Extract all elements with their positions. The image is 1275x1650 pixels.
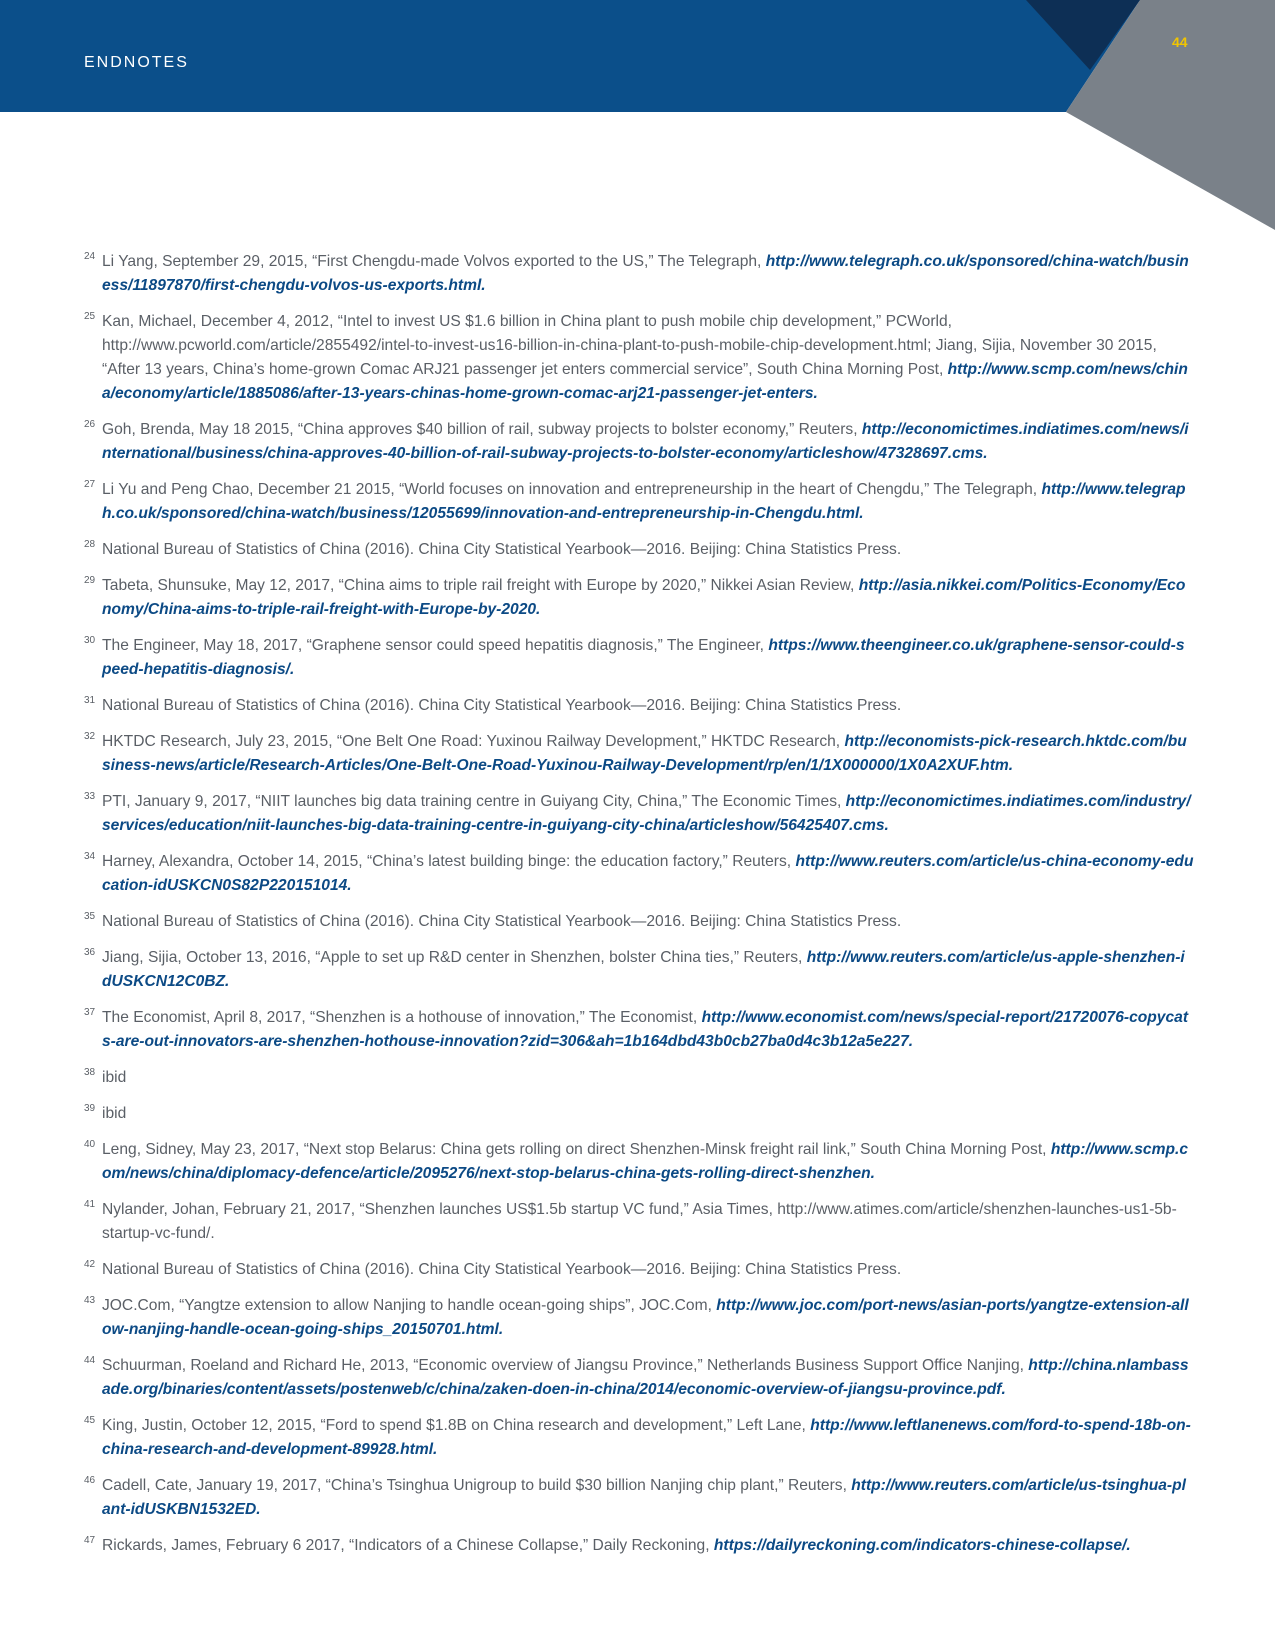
endnote-number: 28 [84, 539, 96, 550]
endnote-text: The Engineer, May 18, 2017, “Graphene sensor could speed hepatitis diagnosis,” The Engineer, [102, 637, 769, 654]
endnote-text: Tabeta, Shunsuke, May 12, 2017, “China aims to triple rail freight with Europe by 2020,” Nikkei Asian Review, [102, 577, 859, 594]
endnote-47 [84, 1534, 1194, 1558]
endnote-text: Leng, Sidney, May 23, 2017, “Next stop Belarus: China gets rolling on direct Shenzhen-Minsk freight rail link,” South China Morning Post, [102, 1141, 1051, 1158]
endnote-text: King, Justin, October 12, 2015, “Ford to spend $1.8B on China research and development,” Left Lane, [102, 1417, 811, 1434]
endnote-35 [84, 910, 1194, 934]
endnote-text: Goh, Brenda, May 18 2015, “China approves $40 billion of rail, subway projects to bolster economy,” Reuters, [102, 421, 862, 438]
endnote-33 [84, 790, 1194, 838]
endnote-29 [84, 574, 1194, 622]
endnote-34 [84, 850, 1194, 898]
endnote-link[interactable]: http://economictimes.indiatimes.com/news/international/business/china-approves-40-billion-of-rail-subway-projects-to-bolster-economy/articleshow/47328697.cms. [102, 421, 1189, 462]
endnote-46 [84, 1474, 1194, 1522]
endnote-30 [84, 634, 1194, 682]
endnote-number: 29 [84, 575, 96, 586]
endnote-number: 45 [84, 1415, 96, 1426]
endnote-link[interactable]: http://www.telegraph.co.uk/sponsored/china-watch/business/11897870/first-chengdu-volvos-us-exports.html. [102, 253, 1189, 294]
endnote-text: Kan, Michael, December 4, 2012, “Intel to invest US $1.6 billion in China plant to push mobile chip development,” PCWorld, http://www.pcworld.com/article/2855492/intel-to-invest-us16-billion-in-china-plant-to-push-mobile-chip-development.html; Jiang, Sijia, November 30 2015, “After 13 years, China’s home-grown Comac ARJ21 passenger jet enters commercial service”, South China Morning Post, [102, 313, 1157, 378]
endnote-text: Jiang, Sijia, October 13, 2016, “Apple to set up R&D center in Shenzhen, bolster China ties,” Reuters, [102, 949, 807, 966]
endnote-text: The Economist, April 8, 2017, “Shenzhen is a hothouse of innovation,” The Economist, [102, 1009, 702, 1026]
endnote-number: 34 [84, 851, 96, 862]
endnote-number: 38 [84, 1067, 96, 1078]
endnote-number: 25 [84, 311, 96, 322]
endnote-link[interactable]: http://www.joc.com/port-news/asian-ports/yangtze-extension-allow-nanjing-handle-ocean-going-ships_20150701.html. [102, 1297, 1189, 1338]
endnote-number: 27 [84, 479, 96, 490]
endnote-42 [84, 1258, 1194, 1282]
endnote-number: 44 [84, 1355, 96, 1366]
endnote-text: Nylander, Johan, February 21, 2017, “Shenzhen launches US$1.5b startup VC fund,” Asia Times, http://www.atimes.com/article/shenzhen-launches-us1-5b-startup-vc-fund/. [102, 1201, 1177, 1242]
endnote-link[interactable]: http://economists-pick-research.hktdc.com/business-news/article/Research-Articles/One-Belt-One-Road-Yuxinou-Railway-Development/rp/en/1/1X000000/1X0A2XUF.htm. [102, 733, 1187, 774]
endnote-number: 24 [84, 251, 96, 262]
endnote-link[interactable]: http://www.telegraph.co.uk/sponsored/china-watch/business/12055699/innovation-and-entrepreneurship-in-Chengdu.html. [102, 481, 1186, 522]
endnote-number: 46 [84, 1475, 96, 1486]
endnote-number: 35 [84, 911, 96, 922]
endnote-number: 40 [84, 1139, 96, 1150]
endnote-link[interactable]: http://asia.nikkei.com/Politics-Economy/Economy/China-aims-to-triple-rail-freight-with-Europe-by-2020. [102, 577, 1186, 618]
endnote-link[interactable]: http://china.nlambassade.org/binaries/content/assets/postenweb/c/china/zaken-doen-in-china/2014/economic-overview-of-jiangsu-province.pdf. [102, 1357, 1189, 1398]
endnote-43 [84, 1294, 1194, 1342]
endnote-text: Harney, Alexandra, October 14, 2015, “China’s latest building binge: the education factory,” Reuters, [102, 853, 796, 870]
endnote-link[interactable]: http://www.scmp.com/news/china/economy/article/1885086/after-13-years-chinas-home-grown-comac-arj21-passenger-jet-enters. [102, 361, 1188, 402]
endnote-number: 33 [84, 791, 96, 802]
endnote-text: JOC.Com, “Yangtze extension to allow Nanjing to handle ocean-going ships”, JOC.Com, [102, 1297, 717, 1314]
endnote-link[interactable]: http://www.economist.com/news/special-report/21720076-copycats-are-out-innovators-are-shenzhen-hothouse-innovation?zid=306&ah=1b164dbd43b0cb27ba0d4c3b12a5e227. [102, 1009, 1189, 1050]
endnote-text: National Bureau of Statistics of China (2016). China City Statistical Yearbook—2016. Beijing: China Statistics Press. [102, 541, 902, 558]
endnote-25 [84, 310, 1194, 406]
endnote-number: 42 [84, 1259, 96, 1270]
endnote-text: PTI, January 9, 2017, “NIIT launches big data training centre in Guiyang City, China,” The Economic Times, [102, 793, 846, 810]
endnote-39 [84, 1102, 1194, 1126]
endnote-32 [84, 730, 1194, 778]
endnote-link[interactable]: http://www.reuters.com/article/us-tsinghua-plant-idUSKBN1532ED. [102, 1477, 1186, 1518]
endnote-link[interactable]: https://dailyreckoning.com/indicators-chinese-collapse/. [713, 1537, 1131, 1554]
endnote-28 [84, 538, 1194, 562]
endnote-text: Li Yang, September 29, 2015, “First Chengdu-made Volvos exported to the US,” The Telegraph, [102, 253, 766, 270]
endnote-text: ibid [102, 1105, 127, 1122]
endnote-44 [84, 1354, 1194, 1402]
endnote-27 [84, 478, 1194, 526]
endnote-link[interactable]: http://www.scmp.com/news/china/diplomacy-defence/article/2095276/next-stop-belarus-china-gets-rolling-direct-shenzhen. [102, 1141, 1189, 1182]
endnote-number: 37 [84, 1007, 96, 1018]
endnote-40 [84, 1138, 1194, 1186]
endnote-text: National Bureau of Statistics of China (2016). China City Statistical Yearbook—2016. Beijing: China Statistics Press. [102, 1261, 902, 1278]
endnote-number: 39 [84, 1103, 96, 1114]
endnote-link[interactable]: http://www.reuters.com/article/us-china-economy-education-idUSKCN0S82P220151014. [102, 853, 1194, 894]
endnote-link[interactable]: http://www.reuters.com/article/us-apple-shenzhen-idUSKCN12C0BZ. [102, 949, 1185, 990]
endnote-link[interactable]: http://www.leftlanenews.com/ford-to-spend-18b-on-china-research-and-development-89928.html. [102, 1417, 1191, 1458]
endnote-text: National Bureau of Statistics of China (2016). China City Statistical Yearbook—2016. Beijing: China Statistics Press. [102, 913, 902, 930]
endnote-37 [84, 1006, 1194, 1054]
endnote-link[interactable]: https://www.theengineer.co.uk/graphene-sensor-could-speed-hepatitis-diagnosis/. [102, 637, 1185, 678]
endnote-number: 41 [84, 1199, 96, 1210]
endnote-38 [84, 1066, 1194, 1090]
endnote-41 [84, 1198, 1194, 1246]
endnote-number: 30 [84, 635, 96, 646]
endnote-number: 36 [84, 947, 96, 958]
endnote-36 [84, 946, 1194, 994]
endnote-31 [84, 694, 1194, 718]
endnote-text: Schuurman, Roeland and Richard He, 2013, “Economic overview of Jiangsu Province,” Netherlands Business Support Office Nanjing, [102, 1357, 1029, 1374]
endnote-number: 47 [84, 1535, 96, 1546]
header-band [0, 0, 1275, 240]
endnote-text: National Bureau of Statistics of China (2016). China City Statistical Yearbook—2016. Beijing: China Statistics Press. [102, 697, 902, 714]
endnote-number: 31 [84, 695, 96, 706]
endnote-26 [84, 418, 1194, 466]
endnote-number: 43 [84, 1295, 96, 1306]
endnote-text: HKTDC Research, July 23, 2015, “One Belt One Road: Yuxinou Railway Development,” HKTDC Research, [102, 733, 845, 750]
endnote-number: 26 [84, 419, 96, 430]
endnote-text: Cadell, Cate, January 19, 2017, “China’s Tsinghua Unigroup to build $30 billion Nanjing chip plant,” Reuters, [102, 1477, 852, 1494]
endnote-45 [84, 1414, 1194, 1462]
endnote-24 [84, 250, 1194, 298]
endnote-text: ibid [102, 1069, 127, 1086]
endnote-text: Rickards, James, February 6 2017, “Indicators of a Chinese Collapse,” Daily Reckoning, [102, 1537, 714, 1554]
endnote-link[interactable]: http://economictimes.indiatimes.com/industry/services/education/niit-launches-big-data-training-centre-in-guiyang-city-china/articleshow/56425407.cms. [102, 793, 1191, 834]
page-section-title: ENDNOTES [84, 54, 189, 71]
page-number: 44 [1172, 34, 1188, 50]
endnote-number: 32 [84, 731, 96, 742]
endnote-text: Li Yu and Peng Chao, December 21 2015, “World focuses on innovation and entrepreneurship in the heart of Chengdu,” The Telegraph, [102, 481, 1042, 498]
endnotes-list [84, 250, 1194, 1570]
